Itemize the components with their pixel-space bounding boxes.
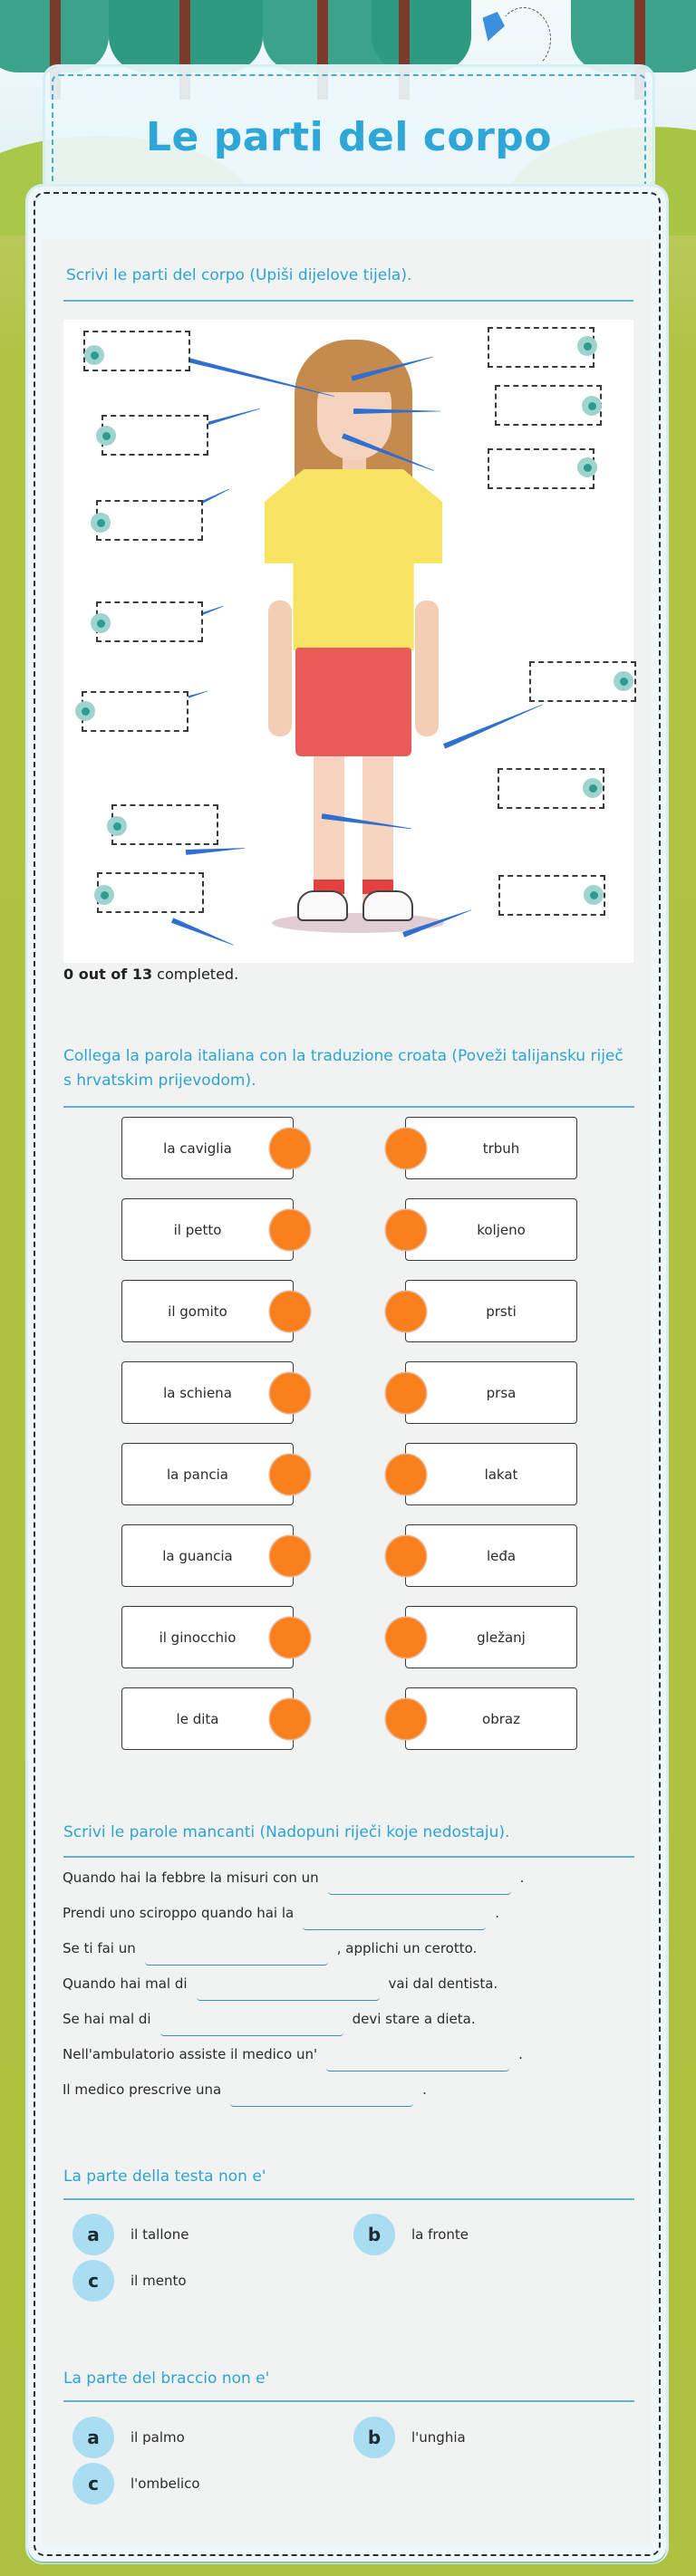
match-right-label: trbuh <box>482 1139 520 1157</box>
blank-input[interactable] <box>303 1903 486 1930</box>
sentence-text: . <box>519 1870 525 1886</box>
answer-option-a[interactable] <box>72 2214 188 2255</box>
question-title: La parte del braccio non e' <box>63 2369 270 2388</box>
drop-target-icon[interactable] <box>91 613 111 633</box>
match-left-item[interactable] <box>121 1687 294 1750</box>
sentence-text: Quando hai mal di <box>63 1975 188 1992</box>
match-left-label: il gomito <box>168 1302 227 1320</box>
match-connector-knob[interactable] <box>270 1699 310 1739</box>
sentence-text: devi stare a dieta. <box>352 2011 476 2027</box>
option-text: il palmo <box>130 2429 185 2446</box>
drop-target-icon[interactable] <box>96 426 116 446</box>
match-connector-knob[interactable] <box>386 1129 426 1168</box>
divider <box>63 1856 634 1858</box>
option-letter-badge: a <box>72 2417 114 2458</box>
sentence-text: . <box>422 2081 427 2098</box>
match-right-label: gležanj <box>477 1629 526 1646</box>
match-left-label: la schiena <box>163 1384 232 1401</box>
drop-target-icon[interactable] <box>577 336 597 356</box>
match-left-item[interactable] <box>121 1524 294 1587</box>
divider <box>63 2198 634 2200</box>
drop-target-icon[interactable] <box>94 885 114 905</box>
match-connector-knob[interactable] <box>270 1129 310 1168</box>
drop-target-icon[interactable] <box>584 885 604 905</box>
blank-input[interactable] <box>160 2009 343 2036</box>
drop-target-icon[interactable] <box>582 396 602 416</box>
match-right-label: prsa <box>486 1384 517 1401</box>
sentence-text: vai dal dentista. <box>388 1975 498 1992</box>
match-right-item[interactable] <box>405 1524 577 1587</box>
option-letter-badge: a <box>72 2214 114 2255</box>
match-left-item[interactable] <box>121 1443 294 1505</box>
blank-input[interactable] <box>145 1938 328 1966</box>
match-connector-knob[interactable] <box>386 1536 426 1576</box>
section-title: Collega la parola italiana con la traduzione croata (Poveži talijansku riječ s hrvatskim prijevodom). <box>63 1047 624 1090</box>
option-text: il tallone <box>130 2226 189 2243</box>
option-text: l'unghia <box>411 2429 466 2446</box>
option-text: l'ombelico <box>130 2475 200 2492</box>
match-left-label: il ginocchio <box>159 1629 237 1646</box>
blank-input[interactable] <box>328 1868 511 1895</box>
answer-option-c[interactable] <box>72 2260 187 2302</box>
match-right-label: obraz <box>482 1710 520 1727</box>
option-text: il mento <box>130 2273 187 2289</box>
match-left-item[interactable] <box>121 1280 294 1342</box>
match-connector-knob[interactable] <box>270 1536 310 1576</box>
title-card <box>45 67 652 194</box>
option-letter-badge: b <box>353 2214 395 2255</box>
drop-target-icon[interactable] <box>107 816 127 836</box>
match-right-label: lakat <box>484 1466 518 1483</box>
option-text: la fronte <box>411 2226 469 2243</box>
progress-suffix: completed. <box>152 966 239 983</box>
drop-target-icon[interactable] <box>614 671 633 691</box>
blank-input[interactable] <box>230 2080 413 2107</box>
label-input-5[interactable] <box>82 691 188 732</box>
fill-sentence <box>63 2080 427 2107</box>
option-letter-badge: b <box>353 2417 395 2458</box>
fill-sentence <box>63 1938 477 1966</box>
answer-option-b[interactable] <box>353 2417 466 2458</box>
label-input-4[interactable] <box>96 601 203 642</box>
fill-sentence <box>63 2044 523 2071</box>
match-right-item[interactable] <box>405 1361 577 1424</box>
match-left-label: la caviglia <box>163 1139 232 1157</box>
drop-target-icon[interactable] <box>75 701 95 721</box>
match-left-item[interactable] <box>121 1198 294 1261</box>
match-left-item[interactable] <box>121 1117 294 1179</box>
fill-sentence <box>63 1974 498 2001</box>
label-input-6[interactable] <box>111 804 218 845</box>
match-connector-knob[interactable] <box>386 1699 426 1739</box>
blank-input[interactable] <box>197 1974 380 2001</box>
match-left-label: le dita <box>176 1710 219 1727</box>
match-right-item[interactable] <box>405 1687 577 1750</box>
sentence-text: Quando hai la febbre la misuri con un <box>63 1870 319 1886</box>
divider <box>63 2400 634 2402</box>
match-right-item[interactable] <box>405 1606 577 1668</box>
drop-target-icon[interactable] <box>577 457 597 477</box>
progress-count: 0 out of 13 <box>63 966 153 983</box>
match-left-item[interactable] <box>121 1361 294 1424</box>
match-right-item[interactable] <box>405 1198 577 1261</box>
match-connector-knob[interactable] <box>386 1210 426 1250</box>
sentence-text: Nell'ambulatorio assiste il medico un' <box>63 2046 318 2062</box>
sentence-text: Se hai mal di <box>63 2011 151 2027</box>
blank-input[interactable] <box>326 2044 509 2071</box>
match-connector-knob[interactable] <box>270 1618 310 1658</box>
match-connector-knob[interactable] <box>386 1455 426 1495</box>
match-left-label: la pancia <box>167 1466 228 1483</box>
match-left-label: la guancia <box>162 1547 233 1564</box>
sentence-text: . <box>495 1905 499 1921</box>
match-connector-knob[interactable] <box>386 1618 426 1658</box>
sentence-text: . <box>518 2046 523 2062</box>
match-connector-knob[interactable] <box>270 1455 310 1495</box>
match-right-item[interactable] <box>405 1117 577 1179</box>
page-title: Le parti del corpo <box>146 113 552 160</box>
match-connector-knob[interactable] <box>270 1373 310 1413</box>
body-diagram <box>63 320 633 963</box>
drop-target-icon[interactable] <box>583 778 603 798</box>
divider <box>63 300 633 302</box>
match-connector-knob[interactable] <box>386 1373 426 1413</box>
answer-option-c[interactable] <box>72 2463 200 2504</box>
section-title: Scrivi le parti del corpo (Upiši dijelove tijela). <box>66 266 412 284</box>
match-connector-knob[interactable] <box>270 1210 310 1250</box>
sentence-text: Se ti fai un <box>63 1940 136 1956</box>
option-letter-badge: c <box>72 2463 114 2504</box>
match-right-item[interactable] <box>405 1443 577 1505</box>
sentence-text: Prendi uno sciroppo quando hai la <box>63 1905 295 1921</box>
progress-status <box>63 966 238 983</box>
fill-sentence <box>63 1903 499 1930</box>
match-right-label: leđa <box>486 1547 517 1564</box>
match-right-label: prsti <box>486 1302 517 1320</box>
match-right-label: koljeno <box>477 1221 526 1238</box>
match-right-item[interactable] <box>405 1280 577 1342</box>
match-left-item[interactable] <box>121 1606 294 1668</box>
drop-target-icon[interactable] <box>91 513 111 533</box>
match-connector-knob[interactable] <box>386 1292 426 1331</box>
sentence-text: Il medico prescrive una <box>63 2081 222 2098</box>
sentence-text: , applichi un cerotto. <box>336 1940 478 1956</box>
fill-sentence <box>63 2009 476 2036</box>
match-left-label: il petto <box>173 1221 222 1238</box>
divider <box>63 1106 634 1108</box>
question-title: La parte della testa non e' <box>63 2167 266 2186</box>
answer-option-b[interactable] <box>353 2214 469 2255</box>
drop-target-icon[interactable] <box>84 345 104 365</box>
label-input-2[interactable] <box>102 415 208 456</box>
option-letter-badge: c <box>72 2260 114 2302</box>
answer-option-a[interactable] <box>72 2417 185 2458</box>
label-input-3[interactable] <box>96 500 203 541</box>
section-title: Scrivi le parole mancanti (Nadopuni riječi koje nedostaju). <box>63 1823 510 1841</box>
match-connector-knob[interactable] <box>270 1292 310 1331</box>
fill-sentence <box>63 1868 524 1895</box>
